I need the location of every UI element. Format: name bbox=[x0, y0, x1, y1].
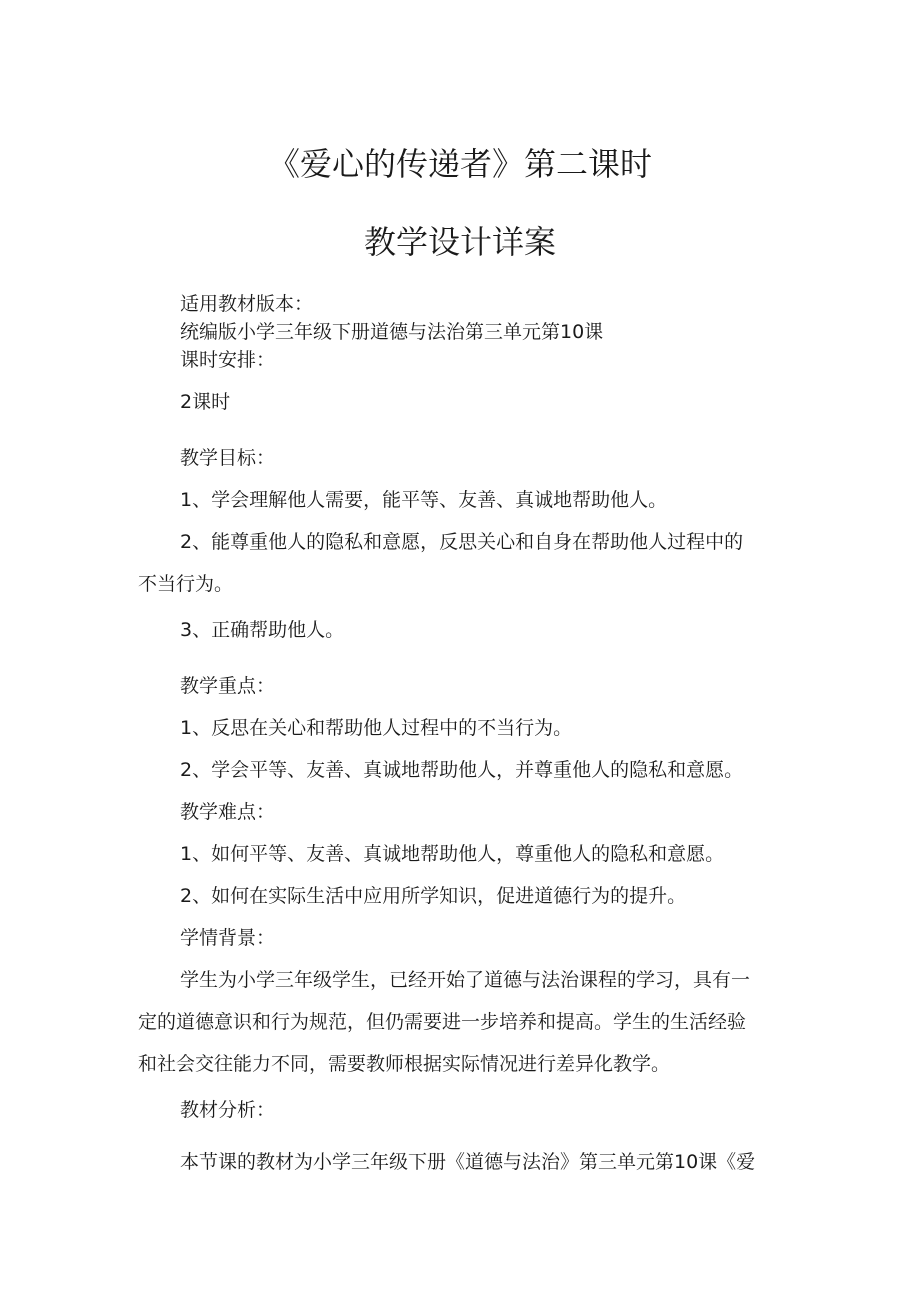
key-point-item: 2、学会平等、友善、真诚地帮助他人，并尊重他人的隐私和意愿。 bbox=[180, 759, 744, 781]
difficulty-item: 1、如何平等、友善、真诚地帮助他人，尊重他人的隐私和意愿。 bbox=[180, 843, 725, 865]
document-title: 《爱心的传递者》第二课时 bbox=[267, 145, 652, 183]
background-paragraph-line: 和社会交往能力不同，需要教师根据实际情况进行差异化教学。 bbox=[138, 1053, 671, 1075]
section-heading-background: 学情背景： bbox=[180, 927, 276, 949]
objective-item: 1、学会理解他人需要，能平等、友善、真诚地帮助他人。 bbox=[180, 489, 668, 511]
background-paragraph-line: 学生为小学三年级学生，已经开始了道德与法治课程的学习，具有一 bbox=[180, 969, 751, 991]
textbook-version-label: 适用教材版本： bbox=[180, 293, 314, 315]
textbook-version-value: 统编版小学三年级下册道德与法治第三单元第10课 bbox=[180, 321, 604, 343]
objective-item-continued: 不当行为。 bbox=[138, 573, 234, 595]
key-point-item: 1、反思在关心和帮助他人过程中的不当行为。 bbox=[180, 717, 573, 739]
document-subtitle: 教学设计详案 bbox=[363, 223, 556, 261]
section-heading-key-points: 教学重点： bbox=[180, 675, 276, 697]
section-heading-analysis: 教材分析： bbox=[180, 1099, 276, 1121]
schedule-value: 2课时 bbox=[180, 391, 231, 413]
objective-item: 3、正确帮助他人。 bbox=[180, 619, 345, 641]
background-paragraph-line: 定的道德意识和行为规范，但仍需要进一步培养和提高。学生的生活经验 bbox=[138, 1011, 747, 1033]
schedule-label: 课时安排： bbox=[180, 349, 276, 371]
objective-item: 2、能尊重他人的隐私和意愿，反思关心和自身在帮助他人过程中的 bbox=[180, 531, 744, 553]
section-heading-difficulties: 教学难点： bbox=[180, 801, 276, 823]
section-heading-objectives: 教学目标： bbox=[180, 447, 276, 469]
analysis-paragraph-line: 本节课的教材为小学三年级下册《道德与法治》第三单元第10课《爱 bbox=[180, 1151, 756, 1173]
difficulty-item: 2、如何在实际生活中应用所学知识，促进道德行为的提升。 bbox=[180, 885, 687, 907]
